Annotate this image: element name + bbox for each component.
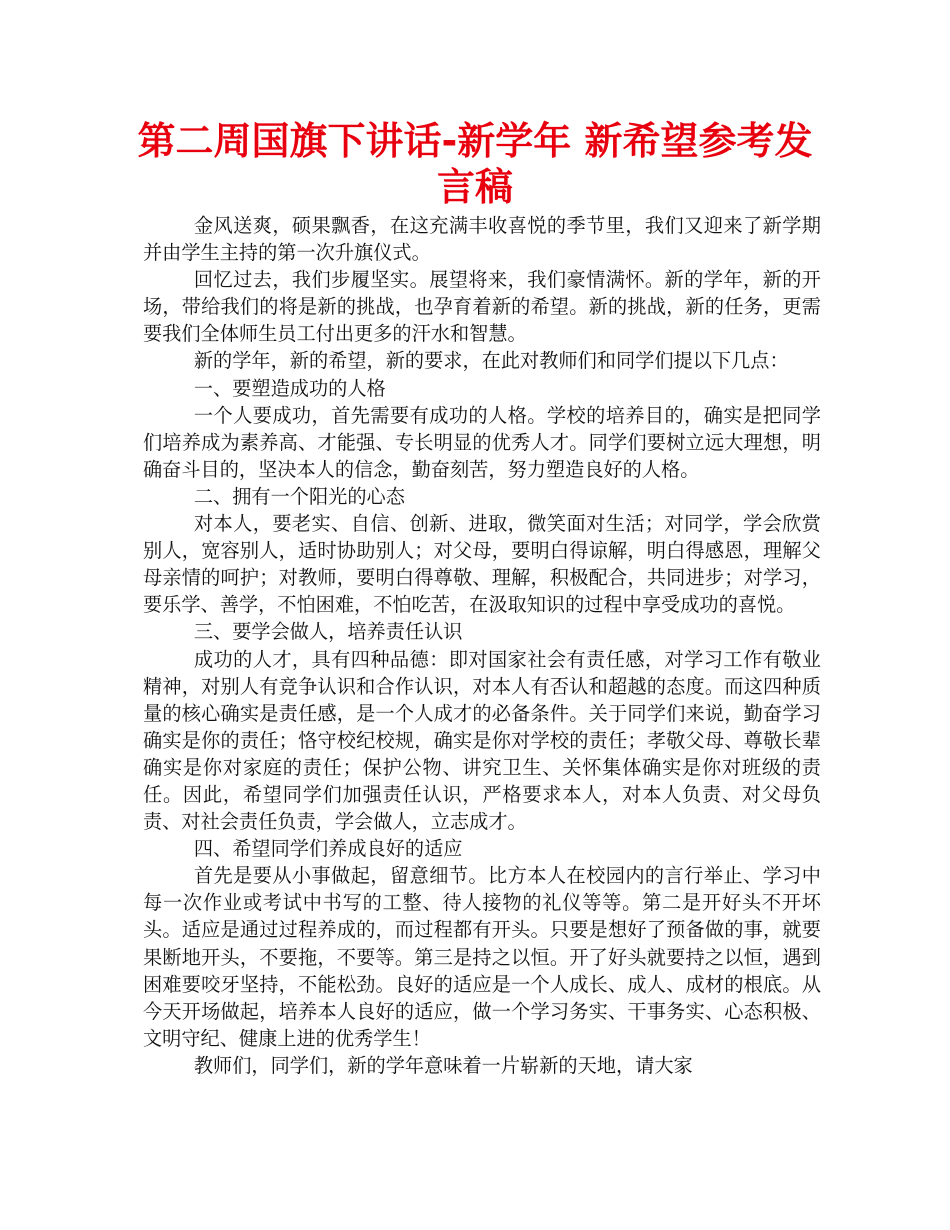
- paragraph-retrospect: 回忆过去，我们步履坚实。展望将来，我们豪情满怀。新的学年，新的开场，带给我们的将是新的挑战，也孕育着新的希望。新的挑战，新的任务，更需要我们全体师生员工付出更多的汗水和智慧。: [143, 268, 821, 346]
- section-heading-4: 四、希望同学们养成良好的适应: [193, 837, 463, 861]
- document-title: 第二周国旗下讲话-新学年 新希望参考发言稿: [137, 119, 813, 209]
- paragraph-section-3: 成功的人才，具有四种品德：即对国家社会有责任感，对学习工作有敬业精神，对别人有竞争认识和合作认识，对本人有否认和超越的态度。而这四种质量的核心确实是责任感，是一个人成才的必备条件。关于同学们来说，勤奋学习确实是你的责任；恪守校纪校规，确实是你对学校的责任；孝敬父母、尊敬长辈确实是你对家庭的责任；保护公物、讲究卫生、关怀集体确实是你对班级的责任。因此，希望同学们加强责任认识，严格要求本人，对本人负责、对父母负责、对社会责任负责，学会做人，立志成才。: [143, 647, 821, 834]
- section-heading-1: 一、要塑造成功的人格: [193, 376, 386, 400]
- section-heading-3: 三、要学会做人，培养责任认识: [193, 620, 463, 644]
- paragraph-section-2: 对本人，要老实、自信、创新、进取，微笑面对生活；对同学，学会欣赏别人，宽容别人，适时协助别人；对父母，要明白得谅解，明白得感恩，理解父母亲情的呵护；对教师，要明白得尊敬、理解，积极配合，共同进步；对学习，要乐学、善学，不怕困难，不怕吃苦，在汲取知识的过程中享受成功的喜悦。: [143, 512, 821, 617]
- paragraph-section-4: 首先是要从小事做起，留意细节。比方本人在校园内的言行举止、学习中每一次作业或考试中书写的工整、待人接物的礼仪等等。第二是开好头不开坏头。适应是通过过程养成的，而过程都有开头。只要是想好了预备做的事，就要果断地开头，不要拖，不要等。第三是持之以恒。开了好头就要持之以恒，遇到困难要咬牙坚持，不能松劲。良好的适应是一个人成长、成人、成材的根底。从今天开场做起，培养本人良好的适应，做一个学习务实、干事务实、心态积极、文明守纪、健康上进的优秀学生！: [143, 864, 821, 1050]
- paragraph-section-1: 一个人要成功，首先需要有成功的人格。学校的培养目的，确实是把同学们培养成为素养高、才能强、专长明显的优秀人才。同学们要树立远大理想，明确奋斗目的，坚决本人的信念，勤奋刻苦，努力塑造良好的人格。: [143, 403, 821, 481]
- paragraph-closing: 教师们，同学们，新的学年意味着一片崭新的天地，请大家: [193, 1053, 693, 1077]
- paragraph-requirements: 新的学年，新的希望，新的要求，在此对教师们和同学们提以下几点：: [193, 349, 789, 373]
- paragraph-intro: 金风送爽，硕果飘香，在这充满丰收喜悦的季节里，我们又迎来了新学期并由学生主持的第一次升旗仪式。: [143, 214, 821, 265]
- document-body: [143, 212, 821, 1079]
- section-heading-2: 二、拥有一个阳光的心态: [193, 484, 405, 508]
